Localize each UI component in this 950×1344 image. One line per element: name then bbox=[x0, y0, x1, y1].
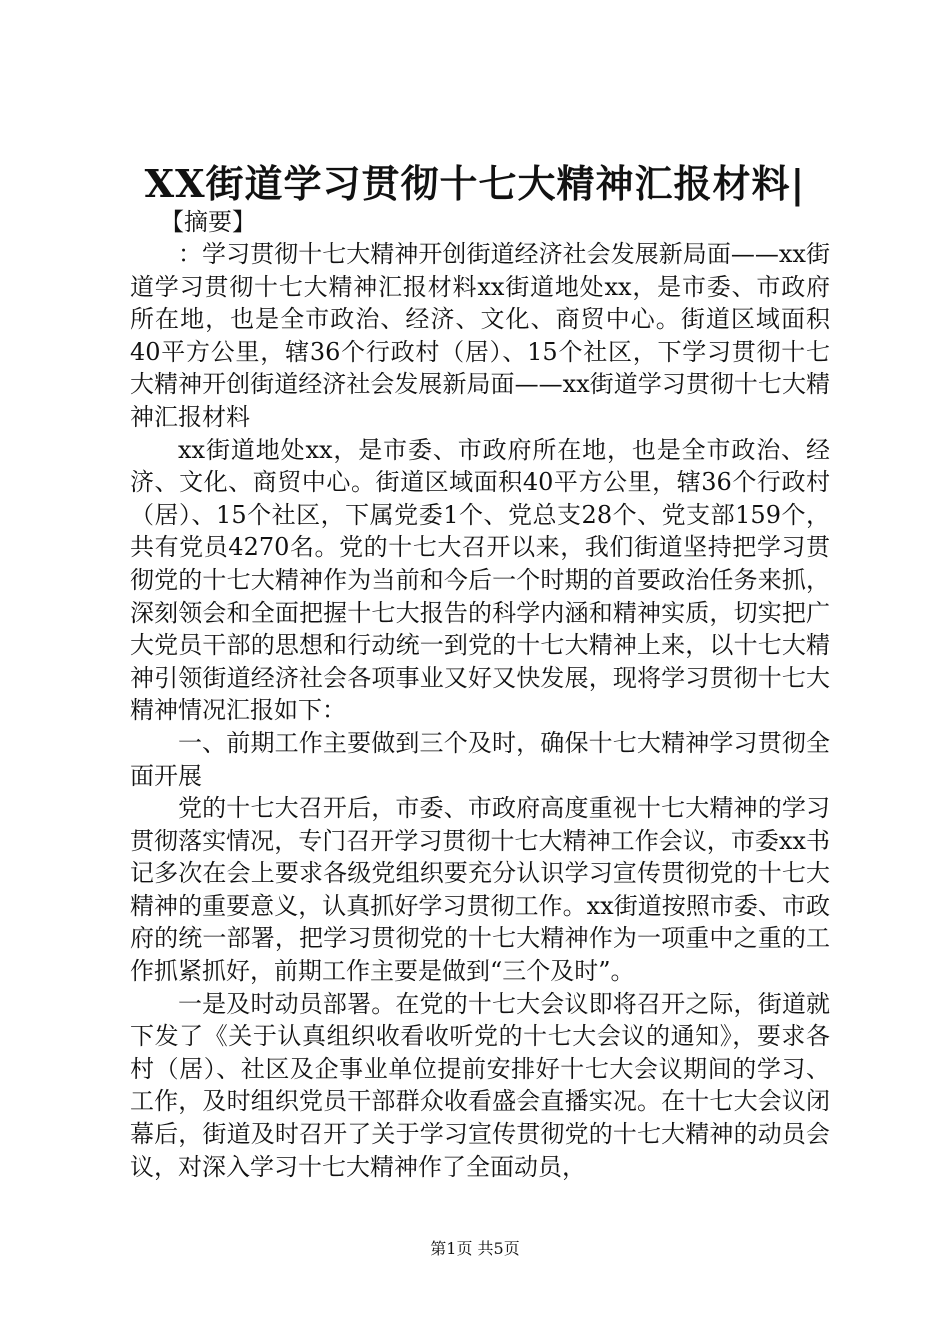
section-heading: 一、前期工作主要做到三个及时，确保十七大精神学习贯彻全面开展 bbox=[130, 728, 830, 790]
paragraph-section: 党的十七大召开后，市委、市政府高度重视十七大精神的学习贯彻落实情况，专门召开学习贯彻十七大精神工作会议，市委xx书记多次在会上要求各级党组织要充分认识学习宣传贯彻党的十七大精神的重要意义，认真抓好学习贯彻工作。xx街道按照市委、市政府的统一部署，把学习贯彻党的十七大精神作为一项重中之重的工作抓紧抓好，前期工作主要是做到“三个及时”。 bbox=[130, 794, 830, 986]
abstract-label: 【摘要】 bbox=[160, 208, 256, 236]
document-body bbox=[130, 238, 830, 1183]
paragraph-mobilization: 一是及时动员部署。在党的十七大会议即将召开之际，街道就下发了《关于认真组织收看收听党的十七大会议的通知》，要求各村（居）、社区及企事业单位提前安排好十七大会议期间的学习、工作，及时组织党员干部群众收看盛会直播实况。在十七大会议闭幕后，街道及时召开了关于学习宣传贯彻党的十七大精神的动员会议，对深入学习十七大精神作了全面动员， bbox=[130, 989, 830, 1181]
document-title: XX街道学习贯彻十七大精神汇报材料| bbox=[144, 161, 806, 206]
paragraph-intro: xx街道地处xx，是市委、市政府所在地，也是全市政治、经济、文化、商贸中心。街道区域面积40平方公里，辖36个行政村（居）、15个社区，下属党委1个、党总支28个、党支部159个，共有党员4270名。党的十七大召开以来，我们街道坚持把学习贯彻党的十七大精神作为当前和今后一个时期的首要政治任务来抓，深刻领会和全面把握十七大报告的科学内涵和精神实质，切实把广大党员干部的思想和行动统一到党的十七大精神上来，以十七大精神引领街道经济社会各项事业又好又快发展，现将学习贯彻十七大精神情况汇报如下： bbox=[130, 435, 830, 725]
page-indicator: 第1页 共5页 bbox=[430, 1239, 520, 1258]
paragraph-abstract: ：学习贯彻十七大精神开创街道经济社会发展新局面——xx街道学习贯彻十七大精神汇报材料xx街道地处xx，是市委、市政府所在地，也是全市政治、经济、文化、商贸中心。街道区域面积40平方公里，辖36个行政村（居）、15个社区，下学习贯彻十七大精神开创街道经济社会发展新局面——xx街道学习贯彻十七大精神汇报材料 bbox=[130, 240, 830, 431]
